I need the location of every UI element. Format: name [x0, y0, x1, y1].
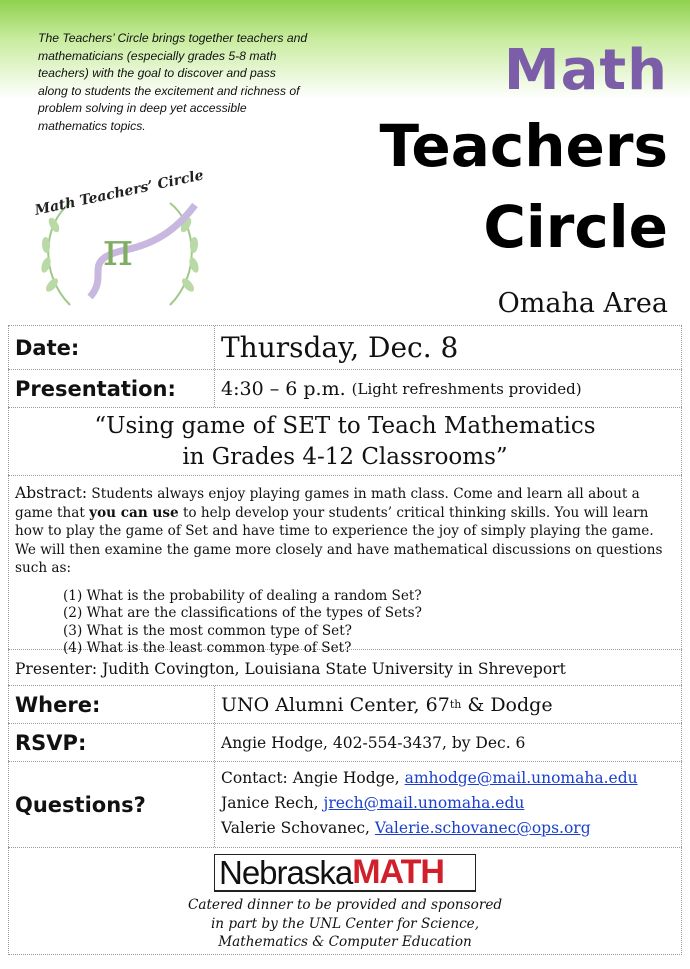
talk-title — [8, 407, 682, 475]
question-list — [63, 588, 675, 658]
where-value — [215, 686, 681, 723]
logo-text: Math Teachers’ Circle — [33, 167, 205, 219]
logo-nebraska: Nebraska — [219, 853, 353, 891]
list-item: (4) What is the least common type of Set? — [63, 640, 352, 656]
presenter-row: Presenter: Judith Covington, Louisiana State University in Shreveport — [8, 649, 682, 685]
contact-line — [221, 766, 681, 791]
questions-label: Questions? — [9, 762, 215, 847]
email-link[interactable]: Valerie.schovanec@ops.org — [374, 819, 591, 837]
date-row — [8, 325, 682, 369]
sponsor-line: Catered dinner to be provided and sponsored — [187, 897, 503, 913]
math-teachers-circle-logo — [30, 165, 210, 320]
talk-title-line1: “Using game of SET to Teach Mathematics — [94, 413, 596, 439]
abstract-text-1: Students always enjoy playing games in math class. Come and learn all about a game that — [15, 486, 640, 521]
presentation-value — [215, 370, 681, 407]
sponsor-note — [9, 896, 681, 952]
date-value: Thursday, Dec. 8 — [221, 331, 459, 364]
date-label: Date: — [9, 326, 215, 369]
where-sup: th — [449, 698, 462, 711]
svg-text:π: π — [102, 222, 134, 276]
contact-name: Valerie Schovanec, — [221, 819, 375, 837]
presentation-time: 4:30 – 6 p.m. — [221, 377, 346, 400]
area-subtitle: Omaha Area — [497, 288, 668, 319]
refreshments-note: (Light refreshments provided) — [351, 379, 582, 398]
email-link[interactable]: amhodge@mail.unomaha.edu — [404, 769, 638, 787]
contact-name: Janice Rech, — [221, 794, 324, 812]
where-value-pre: UNO Alumni Center, 67 — [221, 693, 450, 716]
abstract-paragraph — [15, 484, 675, 578]
contact-name: Contact: Angie Hodge, — [221, 769, 405, 787]
list-item: (2) What are the classifications of the types of Sets? — [63, 605, 422, 621]
questions-row — [8, 761, 682, 847]
title-teachers: Teachers — [379, 112, 668, 180]
abstract-text-2: to help develop your students’ critical thinking skills. You will learn how to play the game of Set and have time to experience the joy of simply playing the game. We will then examine the game more closely and have mathematical discussions on questions such as: — [15, 504, 663, 576]
rsvp-label: RSVP: — [9, 724, 215, 761]
email-link[interactable]: jrech@mail.unomaha.edu — [323, 794, 525, 812]
presentation-row — [8, 369, 682, 407]
header-banner — [0, 0, 690, 330]
where-row — [8, 685, 682, 723]
footer — [8, 847, 682, 955]
list-item: (1) What is the probability of dealing a random Set? — [63, 587, 422, 604]
abstract-emphasis: you can use — [89, 504, 179, 521]
title-circle: Circle — [483, 193, 668, 261]
rsvp-row — [8, 723, 682, 761]
nebraska-math-logo — [214, 854, 476, 892]
logo-math: MATH — [352, 853, 444, 891]
abstract-section — [8, 475, 682, 656]
list-item: (3) What is the most common type of Set? — [63, 622, 352, 639]
where-value-post: & Dodge — [461, 693, 553, 716]
sponsor-line: in part by the UNL Center for Science, — [210, 915, 480, 932]
talk-title-line2: in Grades 4-12 Classrooms” — [182, 444, 508, 470]
rsvp-value: Angie Hodge, 402-554-3437, by Dec. 6 — [221, 733, 526, 752]
abstract-label: Abstract: — [15, 484, 88, 502]
intro-text: The Teachers’ Circle brings together teachers and mathematicians (especially grades 5-8 math teachers) with the goal to discover and pass along to students the excitement and richness of problem solving in deep yet accessible mathematics topics. — [38, 31, 308, 133]
sponsor-line: Mathematics & Computer Education — [218, 934, 472, 950]
title-math: Math — [503, 38, 668, 103]
contact-line — [221, 791, 681, 816]
presentation-label: Presentation: — [9, 370, 215, 407]
event-info-table — [8, 325, 682, 955]
contacts — [215, 762, 681, 847]
where-label: Where: — [9, 686, 215, 723]
contact-line — [221, 816, 681, 841]
